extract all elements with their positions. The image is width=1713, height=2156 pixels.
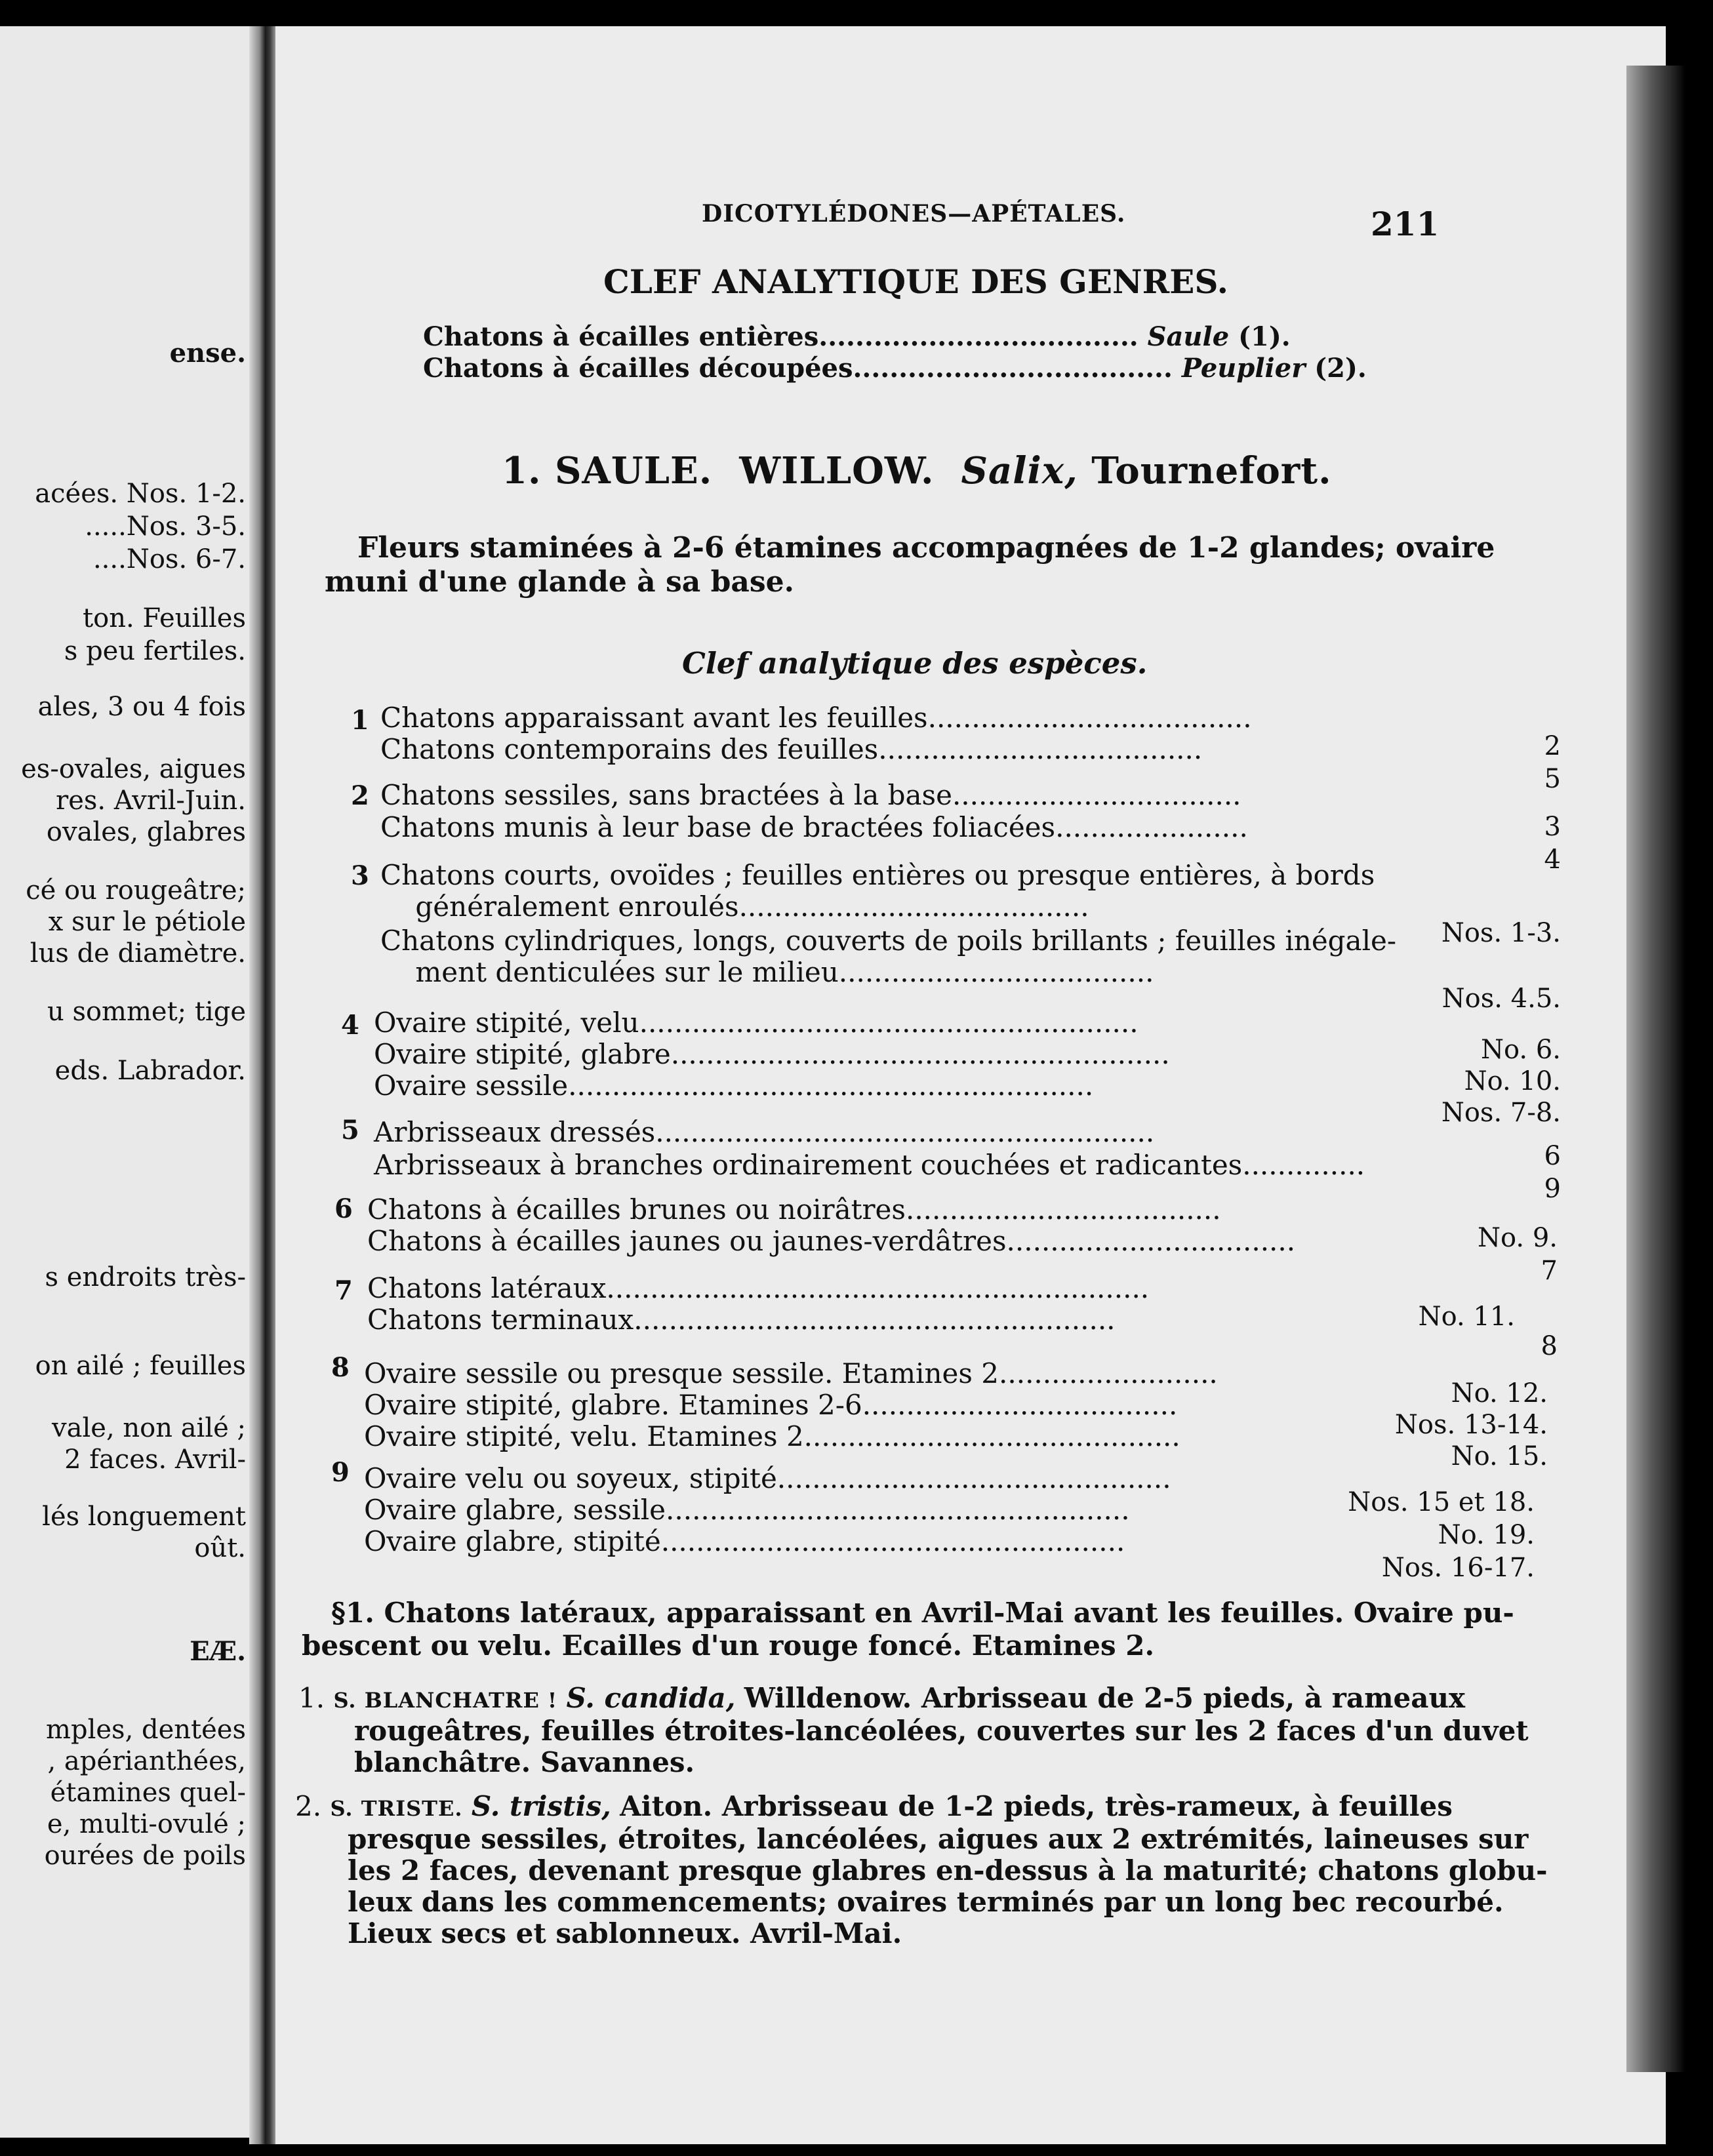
key-reference: Nos. 16-17. xyxy=(1381,1553,1535,1583)
left-line: eds. Labrador. xyxy=(54,1056,246,1086)
key-number: 9 xyxy=(331,1457,350,1488)
key-reference: Nos. 15 et 18. xyxy=(1348,1487,1535,1517)
left-line: x sur le pétiole xyxy=(48,907,246,937)
species-entry-line: blanchâtre. Savannes. xyxy=(354,1746,695,1778)
species-entry-line: les 2 faces, devenant presque glabres en-dessus à la maturité; chatons globu- xyxy=(348,1854,1548,1886)
left-line: cé ou rougeâtre; xyxy=(26,875,246,906)
key-reference: No. 10. xyxy=(1464,1066,1561,1096)
species-entry-line: Lieux secs et sablonneux. Avril-Mai. xyxy=(348,1917,902,1949)
left-line: .....Nos. 3-5. xyxy=(85,511,246,542)
key-number: 5 xyxy=(341,1115,359,1146)
left-line: , apérianthées, xyxy=(47,1746,246,1776)
left-line: ovales, glabres xyxy=(46,817,246,847)
left-line: mples, dentées xyxy=(46,1715,246,1745)
left-line: EÆ. xyxy=(190,1636,246,1667)
key-reference: 9 xyxy=(1544,1174,1561,1204)
key-reference: No. 15. xyxy=(1451,1441,1548,1471)
key-reference: 5 xyxy=(1544,764,1561,794)
species-entry: 2. S. TRISTE. S. tristis, Aiton. Arbrisseau de 1-2 pieds, très-rameux, à feuilles xyxy=(295,1790,1453,1822)
left-line: ourées de poils xyxy=(44,1841,246,1871)
section-lead-line: §1. Chatons latéraux, apparaissant en Avril-Mai avant les feuilles. Ovaire pu- xyxy=(331,1597,1514,1629)
key-number: 2 xyxy=(351,780,369,811)
section-line: bescent ou velu. Ecailles d'un rouge foncé. Etamines 2. xyxy=(302,1629,1155,1662)
key-row: Ovaire glabre, sessile..................................................... xyxy=(364,1494,1130,1526)
key-number: 7 xyxy=(334,1275,353,1306)
key-row: Chatons cylindriques, longs, couverts de poils brillants ; feuilles inégale- xyxy=(380,925,1397,957)
left-line: lus de diamètre. xyxy=(30,938,246,968)
key-row: Ovaire stipité, velu......................................................... xyxy=(374,1007,1139,1039)
key-reference: Nos. 4.5. xyxy=(1441,984,1561,1014)
key-reference: 8 xyxy=(1541,1331,1558,1361)
key-row: Ovaire glabre, stipité..................................................... xyxy=(364,1525,1125,1557)
key-reference: No. 11. xyxy=(1418,1302,1515,1332)
left-line: 2 faces. Avril- xyxy=(64,1445,246,1475)
book-gutter xyxy=(249,26,279,2144)
left-line: on ailé ; feuilles xyxy=(35,1351,246,1381)
genus-heading: 1. SAULE. WILLOW. Salix, Tournefort. xyxy=(502,449,1332,492)
key-reference: 6 xyxy=(1544,1141,1561,1171)
key-reference: No. 12. xyxy=(1451,1378,1548,1408)
species-key-title: Clef analytique des espèces. xyxy=(682,646,1148,681)
key-row: ment denticulées sur le milieu.................................... xyxy=(380,956,1154,988)
key-row: Chatons à écailles jaunes ou jaunes-verdâtres................................. xyxy=(367,1225,1296,1257)
key-reference: Nos. 7-8. xyxy=(1441,1098,1561,1128)
species-entry: 1. S. BLANCHATRE ! S. candida, Willdenow. Arbrisseau de 2-5 pieds, à rameaux xyxy=(298,1682,1466,1714)
key-row: Chatons courts, ovoïdes ; feuilles entières ou presque entières, à bords xyxy=(380,859,1375,891)
key-reference: 2 xyxy=(1544,731,1561,761)
key-row: Arbrisseaux à branches ordinairement couchées et radicantes.............. xyxy=(374,1149,1365,1181)
key-row: Chatons apparaissant avant les feuilles..................................... xyxy=(380,702,1252,734)
left-line: ales, 3 ou 4 fois xyxy=(37,692,246,722)
key-number: 6 xyxy=(334,1193,353,1224)
key-number: 3 xyxy=(351,860,369,891)
genera-key-row: Chatons à écailles découpées................................... Peuplier (2). xyxy=(423,353,1367,384)
genus-description-line: muni d'une glande à sa base. xyxy=(325,565,794,599)
key-reference: Nos. 1-3. xyxy=(1441,918,1561,948)
key-reference: No. 19. xyxy=(1438,1520,1535,1550)
key-row: Ovaire sessile............................................................ xyxy=(374,1069,1094,1102)
left-line: res. Avril-Juin. xyxy=(56,786,246,816)
genus-description-line: Fleurs staminées à 2-6 étamines accompagnées de 1-2 glandes; ovaire xyxy=(357,531,1495,565)
page-number: 211 xyxy=(1371,205,1440,243)
genera-key-title: CLEF ANALYTIQUE DES GENRES. xyxy=(603,262,1229,301)
left-line: s endroits très- xyxy=(45,1262,246,1292)
key-reference: 4 xyxy=(1544,845,1561,875)
species-entry-line: leux dans les commencements; ovaires terminés par un long bec recourbé. xyxy=(348,1886,1504,1918)
key-reference: 3 xyxy=(1544,812,1561,842)
genera-key-row: Chatons à écailles entières................................... Saule (1). xyxy=(423,321,1291,352)
left-line: vale, non ailé ; xyxy=(52,1413,246,1443)
key-row: Chatons terminaux....................................................... xyxy=(367,1304,1116,1336)
key-row: Ovaire stipité, glabre......................................................... xyxy=(374,1038,1170,1070)
left-line: s peu fertiles. xyxy=(64,636,246,666)
running-title: DICOTYLÉDONES—APÉTALES. xyxy=(702,200,1126,228)
key-row: Chatons sessiles, sans bractées à la base................................. xyxy=(380,779,1241,811)
page-edge-shadow xyxy=(1626,66,1685,2072)
left-line: es-ovales, aigues xyxy=(21,754,246,784)
key-reference: Nos. 13-14. xyxy=(1394,1410,1548,1440)
key-row: Ovaire velu ou soyeux, stipité............................................. xyxy=(364,1462,1171,1494)
key-number: 1 xyxy=(351,705,369,736)
left-line: e, multi-ovulé ; xyxy=(47,1809,246,1839)
left-line: ton. Feuilles xyxy=(83,603,246,633)
left-line: oût. xyxy=(194,1533,246,1563)
key-row: Ovaire sessile ou presque sessile. Etamines 2......................... xyxy=(364,1357,1218,1389)
key-row: Ovaire stipité, glabre. Etamines 2-6.................................... xyxy=(364,1389,1178,1421)
left-line: étamines quel- xyxy=(50,1778,246,1808)
key-row: Ovaire stipité, velu. Etamines 2........................................... xyxy=(364,1420,1180,1452)
left-line: u sommet; tige xyxy=(47,997,246,1027)
key-row: Arbrisseaux dressés......................................................... xyxy=(374,1116,1155,1148)
left-line: acées. Nos. 1-2. xyxy=(35,479,246,509)
key-row: généralement enroulés........................................ xyxy=(380,890,1089,923)
species-entry-line: rougeâtres, feuilles étroites-lancéolées, couvertes sur les 2 faces d'un duvet xyxy=(354,1715,1529,1747)
key-row: Chatons contemporains des feuilles..................................... xyxy=(380,733,1203,765)
key-number: 4 xyxy=(341,1010,359,1041)
key-number: 8 xyxy=(331,1352,350,1383)
left-line: ....Nos. 6-7. xyxy=(92,544,246,574)
left-line: ense. xyxy=(169,338,246,369)
key-row: Chatons latéraux.............................................................. xyxy=(367,1272,1150,1304)
key-row: Chatons munis à leur base de bractées foliacées...................... xyxy=(380,811,1248,843)
right-page xyxy=(275,26,1666,2144)
key-reference: No. 6. xyxy=(1481,1035,1561,1065)
species-entry-line: presque sessiles, étroites, lancéolées, aigues aux 2 extrémités, laineuses sur xyxy=(348,1823,1529,1855)
left-line: lés longuement xyxy=(42,1502,246,1532)
key-reference: No. 9. xyxy=(1478,1223,1558,1253)
left-page-fragment xyxy=(0,26,259,2138)
key-row: Chatons à écailles brunes ou noirâtres.................................... xyxy=(367,1193,1221,1226)
key-reference: 7 xyxy=(1541,1256,1558,1286)
